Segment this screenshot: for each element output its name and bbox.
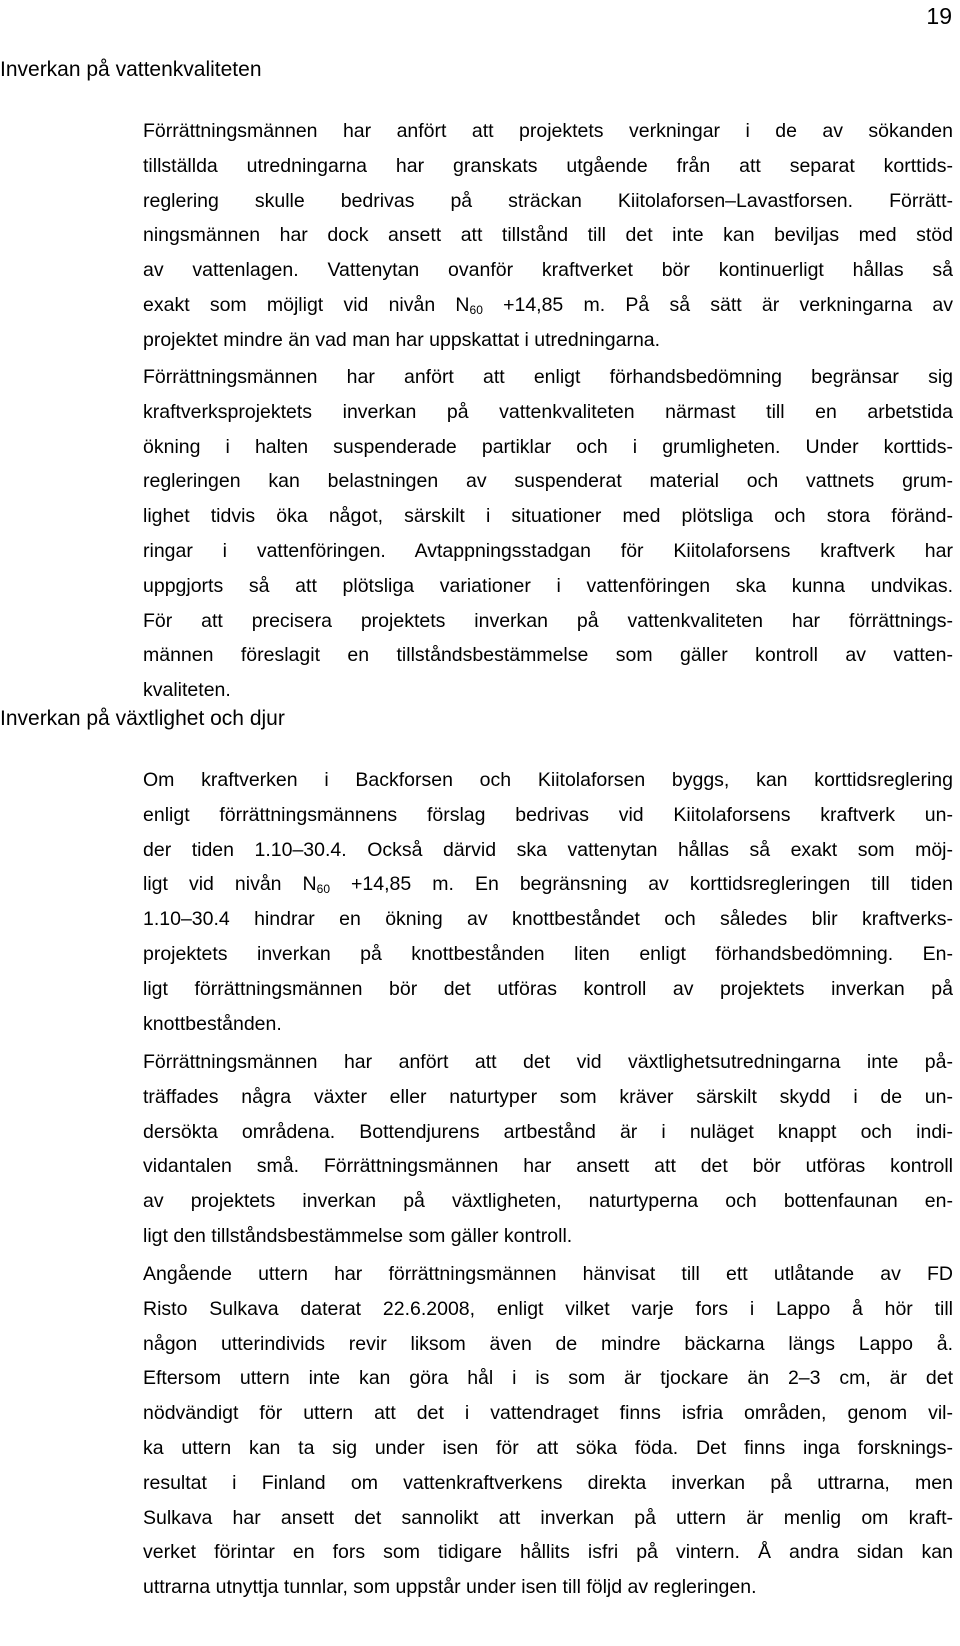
text-line: träffades några växter eller naturtyper som kräver särskilt skydd i de un- <box>143 1085 953 1108</box>
text-line: ligt den tillståndsbestämmelse som gäller kontroll. <box>143 1224 573 1247</box>
text-line: reglering skulle bedrivas på sträckan Kiitolaforsen–Lavastforsen. Förrätt- <box>143 189 953 212</box>
text-line: nödvändigt för uttern att det i vattendraget finns isfria områden, genom vil- <box>143 1402 953 1425</box>
text-line: dersökta områdena. Bottendjurens artbestånd är i nuläget knappt och indi- <box>143 1120 953 1143</box>
text-line: projektet mindre än vad man har uppskattat i utredningarna. <box>143 328 661 351</box>
section-heading-water-quality: Inverkan på vattenkvaliteten <box>0 58 262 81</box>
text-line: verket förintar en fors som tidigare hållits isfri på vintern. Å andra sidan kan <box>143 1541 953 1564</box>
text-line: resultat i Finland om vattenkraftverkens direkta inverkan på uttrarna, men <box>143 1471 953 1494</box>
paragraph <box>143 360 953 708</box>
text-line: Förrättningsmännen har anfört att det vid växtlighetsutredningarna inte på- <box>143 1051 953 1073</box>
text-line: uppgjorts så att plötsliga variationer i vattenföringen ska kunna undvikas. <box>143 574 953 597</box>
text-line: lighet tidvis öka något, särskilt i situationer med plötsliga och stora föränd- <box>143 505 953 528</box>
text-line: der tiden 1.10–30.4. Också därvid ska vattenytan hållas så exakt som möj- <box>143 838 953 861</box>
text-line: tillställda utredningarna har granskats utgående från att separat korttids- <box>143 154 953 177</box>
paragraph <box>143 763 953 1041</box>
text-line: uttrarna utnyttja tunnlar, som uppstår under isen till följd av regleringen. <box>143 1576 757 1599</box>
text-line: 1.10–30.4 hindrar en ökning av knottbeståndet och således blir kraftverks- <box>143 908 953 931</box>
text-line: Risto Sulkava daterat 22.6.2008, enligt vilket varje fors i Lappo å hör till <box>143 1297 953 1320</box>
text-line: projektets inverkan på knottbestånden liten enligt förhandsbedömning. En- <box>143 942 953 965</box>
text-line: Eftersom uttern inte kan göra hål i is som är tjockare än 2–3 cm, är det <box>143 1367 953 1390</box>
section-heading-flora-fauna: Inverkan på växtlighet och djur <box>0 707 285 730</box>
page-number: 19 <box>926 3 952 29</box>
paragraph <box>143 114 953 358</box>
text-line: ningsmännen har dock ansett att tillstånd till det inte kan beviljas med stöd <box>143 224 953 247</box>
text-line: någon utterindivids revir liksom även de mindre bäckarna längs Lappo å. <box>143 1332 953 1355</box>
text-line: ligt vid nivån $N_{60} +14,85$ m. En begränsning av korttidsregleringen till tiden <box>143 873 954 897</box>
text-line: Angående uttern har förrättningsmännen hänvisat till ett utlåtande av FD <box>143 1263 953 1285</box>
text-line: vidantalen små. Förrättningsmännen har ansett att det bör utföras kontroll <box>143 1155 953 1178</box>
text-line: av vattenlagen. Vattenytan ovanför kraftverket bör kontinuerligt hållas så <box>143 259 953 282</box>
text-line: ökning i halten suspenderade partiklar och i grumligheten. Under korttids- <box>143 435 953 458</box>
text-line: kvaliteten. <box>143 679 231 702</box>
paragraph <box>143 1045 953 1254</box>
paragraph <box>143 1257 953 1605</box>
text-line: exakt som möjligt vid nivån $N_{60} +14,85$ m. På så sätt är verkningarna av <box>143 293 954 317</box>
text-line: ringar i vattenföringen. Avtappningsstadgan för Kiitolaforsens kraftverk har <box>143 539 953 562</box>
text-line: Förrättningsmännen har anfört att enligt förhandsbedömning begränsar sig <box>143 366 953 388</box>
text-line: För att precisera projektets inverkan på vattenkvaliteten har förrättnings- <box>143 609 953 632</box>
text-line: av projektets inverkan på växtligheten, naturtyperna och bottenfaunan en- <box>143 1190 953 1213</box>
text-line: männen föreslagit en tillståndsbestämmelse som gäller kontroll av vatten- <box>143 644 953 667</box>
text-line: enligt förrättningsmännens förslag bedrivas vid Kiitolaforsens kraftverk un- <box>143 803 953 826</box>
text-line: Sulkava har ansett det sannolikt att inverkan på uttern är menlig om kraft- <box>143 1506 953 1529</box>
text-line: ligt förrättningsmännen bör det utföras kontroll av projektets inverkan på <box>143 977 953 1000</box>
text-line: Om kraftverken i Backforsen och Kiitolaforsen byggs, kan korttidsreglering <box>143 769 953 791</box>
text-line: ka uttern kan ta sig under isen för att söka föda. Det finns inga forsknings- <box>143 1436 953 1459</box>
text-line: regleringen kan belastningen av suspenderat material och vattnets grum- <box>143 470 953 493</box>
text-line: Förrättningsmännen har anfört att projektets verkningar i de av sökanden <box>143 120 953 142</box>
text-line: knottbestånden. <box>143 1012 282 1035</box>
text-line: kraftverksprojektets inverkan på vattenkvaliteten närmast till en arbetstida <box>143 400 953 423</box>
